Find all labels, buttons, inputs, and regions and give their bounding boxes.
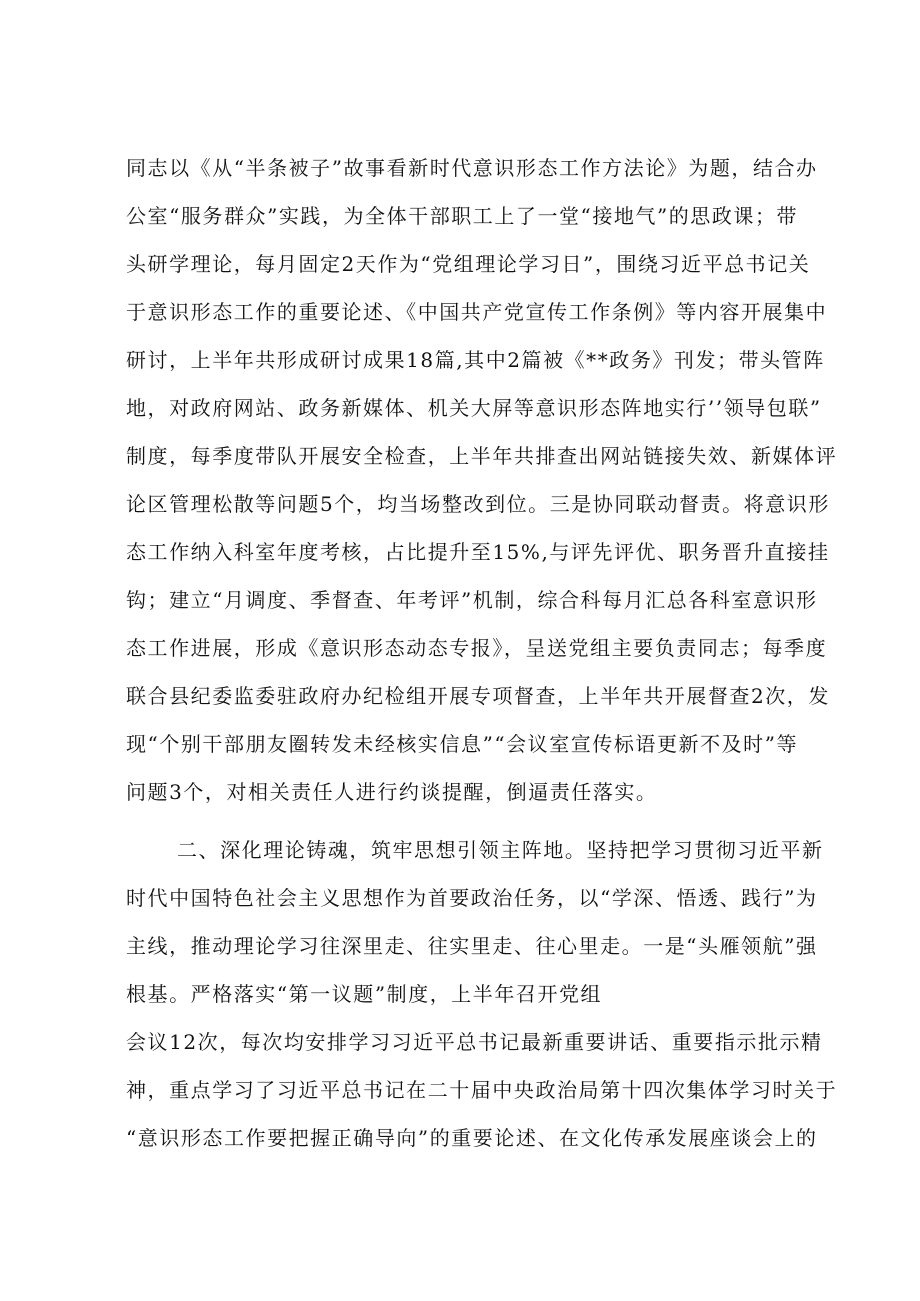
text-line: 公室“服务群众”实践，为全体干部职工上了一堂“接地气”的思政课；带 — [126, 204, 799, 228]
text-line: 钩；建立“月调度、季督查、年考评”机制，综合科每月汇总各科室意识形 — [126, 588, 818, 612]
text-line: 制度，每季度带队开展安全检查，上半年共排查出网站链接失效、新媒体评 — [126, 444, 838, 468]
text-line: 头研学理论，每月固定2天作为“党组理论学习日”，围绕习近平总书记关 — [126, 252, 811, 276]
section-heading-line: 二、深化理论铸魂，筑牢思想引领主阵地。坚持把学习贯彻习近平新 — [177, 838, 824, 862]
text-line: 同志以《从“半条被子”故事看新时代意识形态工作方法论》为题，结合办 — [126, 156, 818, 180]
text-line: 地，对政府网站、政务新媒体、机关大屏等意识形态阵地实行’’领导包联” — [126, 396, 822, 420]
text-line: 时代中国特色社会主义思想作为首要政治任务，以“学深、悟透、践行”为 — [126, 886, 818, 910]
text-line: 联合县纪委监委驻政府办纪检组开展专项督查，上半年共开展督查2次，发 — [126, 684, 830, 708]
text-line: 神，重点学习了习近平总书记在二十届中央政治局第十四次集体学习时关于 — [126, 1078, 838, 1102]
text-line: 根基。严格落实“第一议题”制度，上半年召开党组 — [126, 982, 603, 1006]
text-line: 论区管理松散等问题5个，均当场整改到位。三是协同联动督责。将意识形 — [126, 492, 830, 516]
text-line: 会议12次，每次均安排学习习近平总书记最新重要讲话、重要指示批示精 — [126, 1030, 823, 1054]
text-line: 于意识形态工作的重要论述、《中国共产党宣传工作条例》等内容开展集中 — [126, 300, 828, 324]
text-line: 态工作进展，形成《意识形态动态专报》，呈送党组主要负责同志；每季度 — [126, 636, 828, 660]
text-line: 问题3个，对相关责任人进行约谈提醒，倒逼责任落实。 — [126, 780, 658, 804]
text-line: “意识形态工作要把握正确导向”的重要论述、在文化传承发展座谈会上的 — [126, 1126, 818, 1150]
text-line: 研讨，上半年共形成研讨成果18篇,其中2篇被《**政务》刊发；带头管阵 — [126, 348, 825, 372]
text-line: 态工作纳入科室年度考核，占比提升至15%,与评先评优、职务晋升直接挂 — [126, 540, 830, 564]
text-line: 现“个别干部朋友圈转发未经核实信息”“会议室宣传标语更新不及时”等 — [126, 732, 799, 756]
text-line: 主线，推动理论学习往深里走、往实里走、往心里走。一是“头雁领航”强 — [126, 934, 818, 958]
